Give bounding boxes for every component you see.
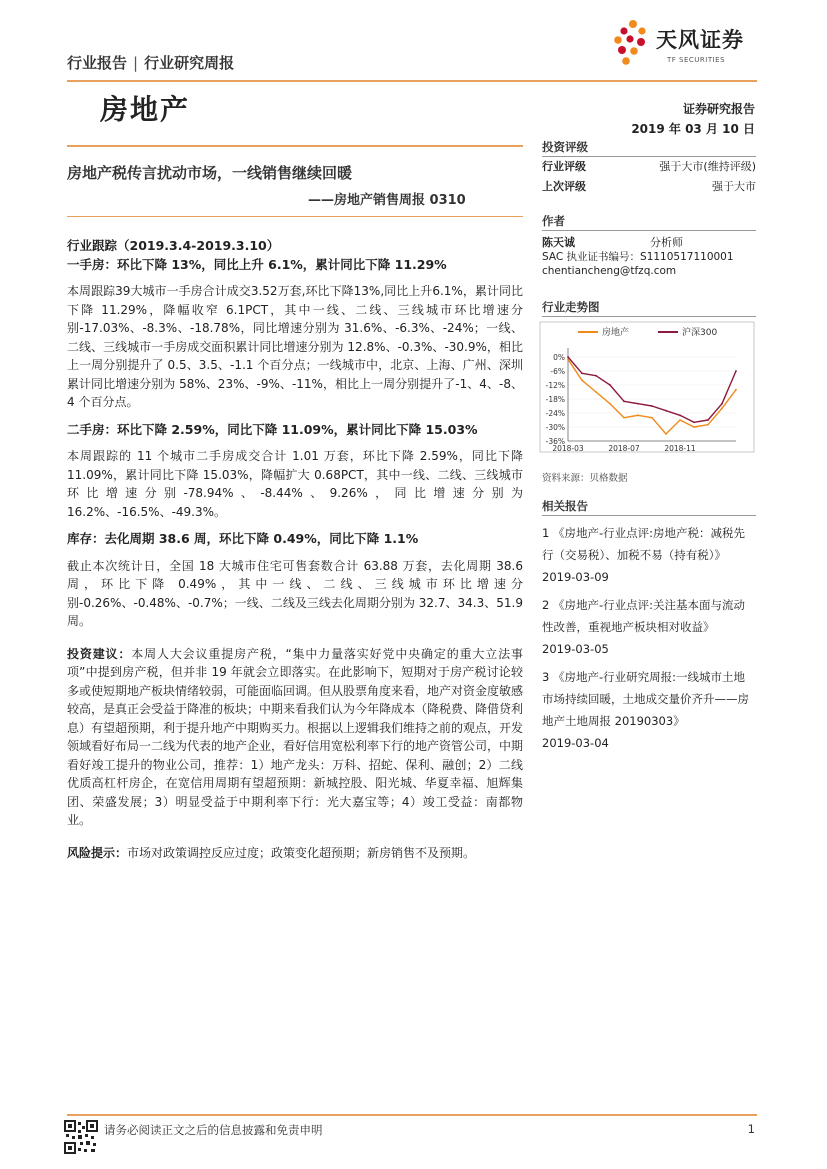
y-tick-label: -36% [545, 437, 565, 446]
primary-market-heading: 一手房：环比下降 13%，同比上升 6.1%，累计同比下降 11.29% [67, 256, 447, 272]
report-subtitle: ——房地产销售周报 0310 [308, 193, 466, 208]
related-list [542, 522, 756, 754]
data-point [581, 379, 583, 381]
category-separator: | [133, 54, 139, 72]
related-section [542, 497, 756, 754]
data-point [665, 433, 667, 435]
related-divider [542, 515, 756, 516]
industry-trend-chart [538, 320, 758, 456]
data-point [595, 375, 597, 377]
data-point [721, 403, 723, 405]
logo-english-name: TF SECURITIES [667, 56, 726, 64]
primary-market-text: 本周跟踪39大城市一手房合计成交3.52万套,环比下降13%,同比上升6.1%，累计同比下降 11.29%，降幅收窄 6.1PCT，其中一线、二线、三线城市环比增速分别-17.03%、-8.3%、-18.78%，同比增速分别为 31.6%、-6.3%、-24%；一线、二线、三线城市一手房成交面积累计同比增速分别为 12.8%、-0.3%、-30.9%，相比上一周分别提升了 0.5、3.5、-1.1 个百分点；一线城市中，北京、上海、广州、深圳累计同比增速分别为 58%、23%、-9%、-11%，相比上一周分别提升了-1、4、-8、4 个百分点。 [67, 284, 523, 409]
data-point [609, 384, 611, 386]
data-point [665, 410, 667, 412]
y-tick-label: -30% [545, 423, 565, 432]
related-report-title: 1 《房地产-行业点评:房地产税：减税先行（交易税）、加税不易（持有税）》 [542, 526, 745, 562]
disclaimer-text: 请务必阅读正文之后的信息披露和免责申明 [104, 1123, 323, 1137]
data-point [707, 424, 709, 426]
main-content [67, 237, 523, 862]
author-role: 分析师 [650, 236, 683, 249]
title-divider-top [67, 145, 523, 147]
author-row [542, 235, 756, 250]
data-point [581, 372, 583, 374]
title-divider-bottom [67, 216, 523, 217]
rating-value: 强于大市 [712, 180, 756, 193]
page-number: 1 [747, 1122, 755, 1136]
advice-text: 本周人大会议重提房产税，“集中力量落实好党中央确定的重大立法事项”中提到房产税，但并非 19 年就会立即落实。在此影响下，短期对于房产税讨论较多或使短期地产板块情绪较弱，可能面临回调。但从股票角度来看，地产对资金度敏感较高，是真正会受益于降准的板块；中期来看我们认为今年降成本（降税费、降借贷利息）有望超预期，利于提升地产中期购买力。根据以上逻辑我们维持之前的观点，开发领域看好布局一二线为代表的地产企业，看好信用宽松利率下行的地产资管公司，中期看好竣工提升的物业公司，推荐：1）地产龙头：万科、招蛇、保利、融创；2）二线优质高杠杆房企，在宽信用周期有望超预期：新城控股、阳光城、华夏幸福、旭辉集团、荣盛发展；3）明显受益于中期利率下行：光大嘉宝等；4）竣工受益：南都物业。 [67, 646, 524, 827]
legend-label: 房地产 [602, 328, 630, 338]
report-title: 房地产税传言扰动市场，一线销售继续回暖 [67, 164, 353, 182]
y-tick-label: -24% [545, 409, 565, 418]
y-tick-label: -12% [545, 381, 565, 390]
data-point [623, 417, 625, 419]
data-point [721, 407, 723, 409]
risk-text: 市场对政策调控反应过度；政策变化超预期；新房销售不及预期。 [127, 845, 476, 860]
related-report-title: 3 《房地产-行业研究周报:一线城市土地市场持续回暖，土地成交量价齐升——房地产土地周报 20190303》 [542, 670, 749, 728]
data-point [623, 400, 625, 402]
author-section [542, 212, 756, 278]
trend-section [542, 298, 756, 317]
y-tick-label: 0% [553, 353, 565, 362]
related-report-item[interactable] [542, 666, 756, 754]
trend-heading: 行业走势图 [542, 300, 600, 314]
header-divider [67, 80, 757, 82]
data-point [609, 403, 611, 405]
data-point [693, 421, 695, 423]
data-point [735, 389, 737, 391]
y-tick-label: -6% [550, 367, 565, 376]
x-tick-label: 2018-03 [552, 444, 584, 453]
legend-label: 沪深300 [682, 328, 718, 338]
footer-divider [67, 1114, 757, 1116]
risk-label: 风险提示： [67, 845, 128, 860]
data-point [693, 426, 695, 428]
y-tick-label: -18% [545, 395, 565, 404]
sector-title: 房地产 [100, 93, 191, 126]
related-heading: 相关报告 [542, 499, 588, 513]
subcategory-label: 行业研究周报 [144, 54, 235, 72]
trend-divider [542, 316, 756, 317]
inventory-heading: 库存：去化周期 38.6 周，环比下降 0.49%，同比下降 1.1% [67, 531, 419, 546]
related-report-date: 2019-03-04 [542, 736, 609, 750]
data-point [679, 414, 681, 416]
company-logo [612, 18, 762, 70]
secondary-market-heading: 二手房：环比下降 2.59%，同比下降 11.09%，累计同比下降 15.03% [67, 421, 478, 437]
author-divider [542, 230, 756, 231]
x-tick-label: 2018-11 [664, 444, 696, 453]
data-point [651, 405, 653, 407]
author-heading: 作者 [542, 214, 565, 228]
data-point [707, 419, 709, 421]
logo-name: 天风证券 [656, 28, 744, 52]
data-point [567, 356, 569, 358]
category-label: 行业报告 [67, 54, 128, 72]
chart-frame [540, 322, 754, 452]
risk-warning [67, 844, 523, 863]
rating-heading: 投资评级 [542, 140, 588, 154]
rating-section [542, 138, 756, 197]
related-report-date: 2019-03-09 [542, 570, 609, 584]
x-tick-label: 2018-07 [608, 444, 640, 453]
report-category [67, 52, 234, 73]
data-point [651, 417, 653, 419]
qr-code-icon [64, 1120, 98, 1154]
rating-label: 行业评级 [542, 160, 586, 173]
advice-label: 投资建议： [67, 646, 132, 661]
data-point [637, 414, 639, 416]
related-report-item[interactable] [542, 522, 756, 588]
series-line [568, 359, 736, 434]
author-email[interactable]: chentiancheng@tfzq.com [542, 265, 677, 277]
tracking-heading: 行业跟踪（2019.3.4-2019.3.10） [67, 238, 280, 253]
data-point [637, 403, 639, 405]
related-report-item[interactable] [542, 594, 756, 660]
report-type: 证券研究报告 [682, 102, 755, 116]
rating-row-previous [542, 177, 756, 197]
rating-value: 强于大市(维持评级) [659, 160, 756, 173]
secondary-market-text: 本周跟踪的 11 个城市二手房成交合计 1.01 万套，环比下降 2.59%，同比下降 11.09%，累计同比下降 15.03%，降幅扩大 0.68PCT，其中一线、二线、三线城市环比增速分别-78.94%、-8.44%、9.26%，同比增速分别为 16.2%、-16.5%、-49.3%。 [67, 449, 523, 519]
data-point [679, 419, 681, 421]
author-name: 陈天诚 [542, 236, 575, 249]
related-report-title: 2 《房地产-行业点评:关注基本面与流动性改善，重视地产板块相对收益》 [542, 598, 745, 634]
report-date: 2019 年 03 月 10 日 [631, 122, 755, 136]
rating-row-industry [542, 157, 756, 177]
investment-advice [67, 645, 523, 830]
related-report-date: 2019-03-05 [542, 642, 609, 656]
data-point [595, 391, 597, 393]
author-cert: SAC 执业证书编号：S1110517110001 [542, 251, 734, 263]
rating-label: 上次评级 [542, 180, 586, 193]
data-point [735, 370, 737, 372]
chart-source: 资料来源：贝格数据 [542, 473, 628, 484]
logo-mark-icon [612, 18, 654, 68]
inventory-text: 截止本次统计日，全国 18 大城市住宅可售套数合计 63.88 万套，去化周期 38.6 周，环比下降 0.49%，其中一线、二线、三线城市环比增速分别-0.26%、-0.48%、-0.7%；一线、二线及三线去化周期分别为 32.7、34.3、51.9 周。 [67, 558, 523, 628]
